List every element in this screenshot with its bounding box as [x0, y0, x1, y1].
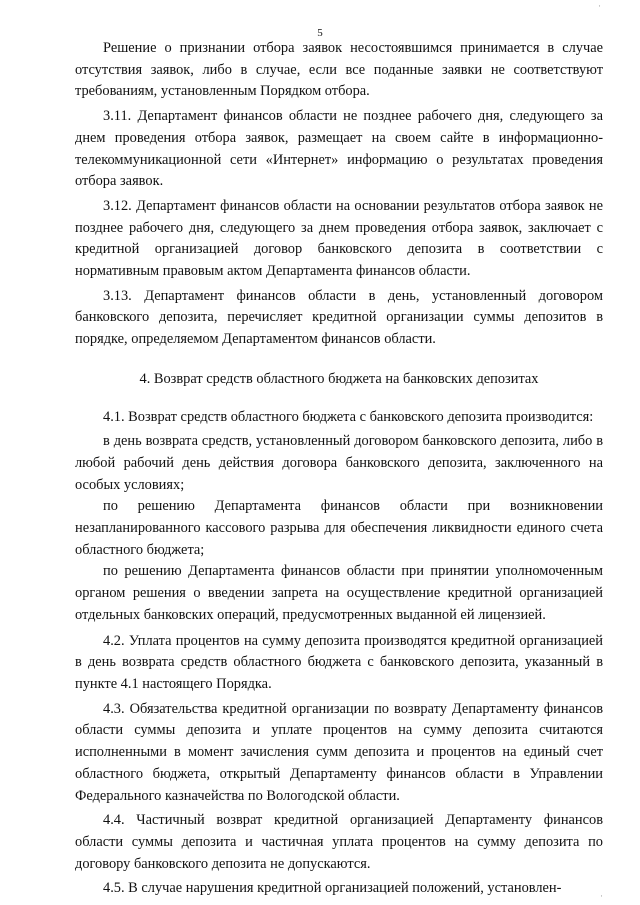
- list-item-cash-gap: по решению Департамента финансов области при возникновении незапланированного кассового разрыва для обеспечения ликвидности единого счета областного бюджета;: [75, 498, 603, 558]
- paragraph-3-11: 3.11. Департамент финансов области не позднее рабочего дня, следующего за днем проведения отбора заявок, размещает на своем сайте в информационно-телекоммуникационной сети «Интернет» информацию о результатах проведения отбора заявок.: [75, 108, 603, 190]
- list-item-return-date: в день возврата средств, установленный договором банковского депозита, либо в любой рабочий день действия договора банковского депозита, заключенного на особых условиях;: [75, 433, 603, 493]
- scan-speck: ·: [598, 1, 601, 11]
- paragraph-tender-failed: Решение о признании отбора заявок несостоявшимся принимается в случае отсутствия заявок, либо в случае, если все поданные заявки не соответствуют требованиям, установленным Порядком отбора.: [75, 40, 603, 100]
- scan-speck: ·: [600, 891, 603, 901]
- section-heading: 4. Возврат средств областного бюджета на банковских депозитах: [139, 370, 539, 387]
- paragraph-4-1: 4.1. Возврат средств областного бюджета с банковского депозита производится:: [103, 408, 594, 425]
- document-body: [75, 38, 603, 903]
- paragraph-3-13: 3.13. Департамент финансов области в день, установленный договором банковского депозита, перечисляет кредитной организации суммы депозитов в порядке, определяемом Департаментом финансов области.: [75, 287, 603, 348]
- paragraph-4-2: 4.2. Уплата процентов на сумму депозита производятся кредитной организацией в день возврата средств областного бюджета с банковского депозита, указанный в пункте 4.1 настоящего Порядка.: [75, 632, 603, 692]
- list-item-license-ban: по решению Департамента финансов области при принятии уполномоченным органом решения о введении запрета на осуществление кредитной организацией отдельных банковских операций, предусмотренных выданной ей лицензией.: [75, 563, 603, 623]
- paragraph-4-5: 4.5. В случае нарушения кредитной организацией положений, установлен-: [103, 880, 562, 897]
- paragraph-3-12: 3.12. Департамент финансов области на основании результатов отбора заявок не позднее рабочего дня, следующего за днем проведения отбора заявок, заключает с кредитной организацией договор банковского депозита в соответствии с нормативным правовым актом Департамента финансов области.: [75, 197, 603, 280]
- page-number: 5: [317, 27, 323, 39]
- paragraph-4-3: 4.3. Обязательства кредитной организации по возврату Департаменту финансов области суммы депозита и уплате процентов на сумму депозита считаются исполненными в момент зачисления сумм депозита и процентов на единый счет областного бюджета, открытый Департаменту финансов области в Управлении Федерального казначейства по Вологодской области.: [75, 700, 603, 804]
- paragraph-4-4: 4.4. Частичный возврат кредитной организацией Департаменту финансов области суммы депозита и частичная уплата процентов на сумму депозита по договору банковского депозита не допускаются.: [75, 812, 603, 872]
